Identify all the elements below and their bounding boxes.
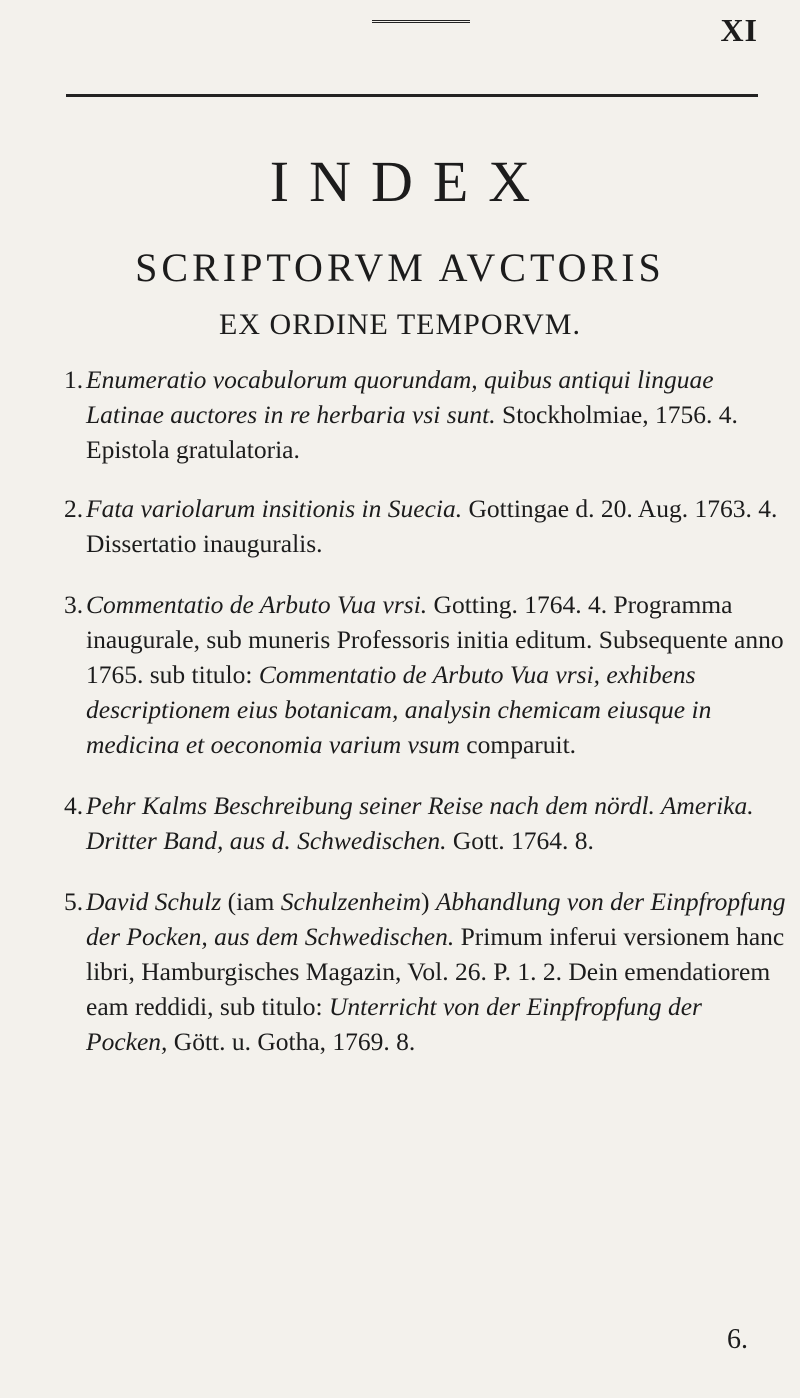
entry-number: 5.: [64, 887, 84, 916]
entry-text: Fata variolarum insitionis in Suecia. Gottingae d. 20. Aug. 1763. 4. Dissertatio inauguralis.: [86, 494, 778, 558]
index-entry: [64, 587, 786, 762]
index-entry: [64, 788, 786, 858]
index-entry: [64, 491, 786, 561]
index-entries: [64, 362, 786, 1059]
entry-text: David Schulz (iam Schulzenheim) Abhandlung von der Einpfropfung der Pocken, aus dem Schwedischen. Primum inferui versionem hanc libri, Hamburgisches Magazin, Vol. 26. P. 1. 2. Dein emendatiorem eam reddidi, sub titulo: Unterricht von der Einpfropfung der Pocken, Gött. u. Gotha, 1769. 8.: [86, 887, 786, 1056]
entry-number: 2.: [64, 494, 84, 523]
entry-number: 4.: [64, 791, 84, 820]
ornamental-rule: [372, 20, 470, 23]
entry-text: Pehr Kalms Beschreibung seiner Reise nach dem nördl. Amerika. Dritter Band, aus d. Schwedischen. Gott. 1764. 8.: [86, 791, 754, 855]
header-rule: [66, 94, 758, 97]
page-title: INDEX: [269, 149, 551, 214]
catchword: 6.: [727, 1324, 748, 1355]
page-subtitle: SCRIPTORVM AVCTORIS: [135, 245, 665, 290]
folio-page-number: XI: [720, 12, 758, 48]
entry-text: Commentatio de Arbuto Vua vrsi. Gotting. 1764. 4. Programma inaugurale, sub muneris Professoris initia editum. Subsequente anno 1765. sub titulo: Commentatio de Arbuto Vua vrsi, exhibens descriptionem eius botanicam, analysin chemicam eiusque in medicina et oeconomia varium vsum comparuit.: [86, 590, 784, 759]
index-entry: [64, 362, 786, 467]
page-subtitle-2: EX ORDINE TEMPORVM.: [219, 308, 581, 341]
entry-number: 3.: [64, 590, 84, 619]
entry-number: 1.: [64, 365, 84, 394]
index-entry: [64, 884, 786, 1059]
entry-text: Enumeratio vocabulorum quorundam, quibus antiqui linguae Latinae auctores in re herbaria vsi sunt. Stockholmiae, 1756. 4. Epistola gratulatoria.: [86, 365, 738, 464]
